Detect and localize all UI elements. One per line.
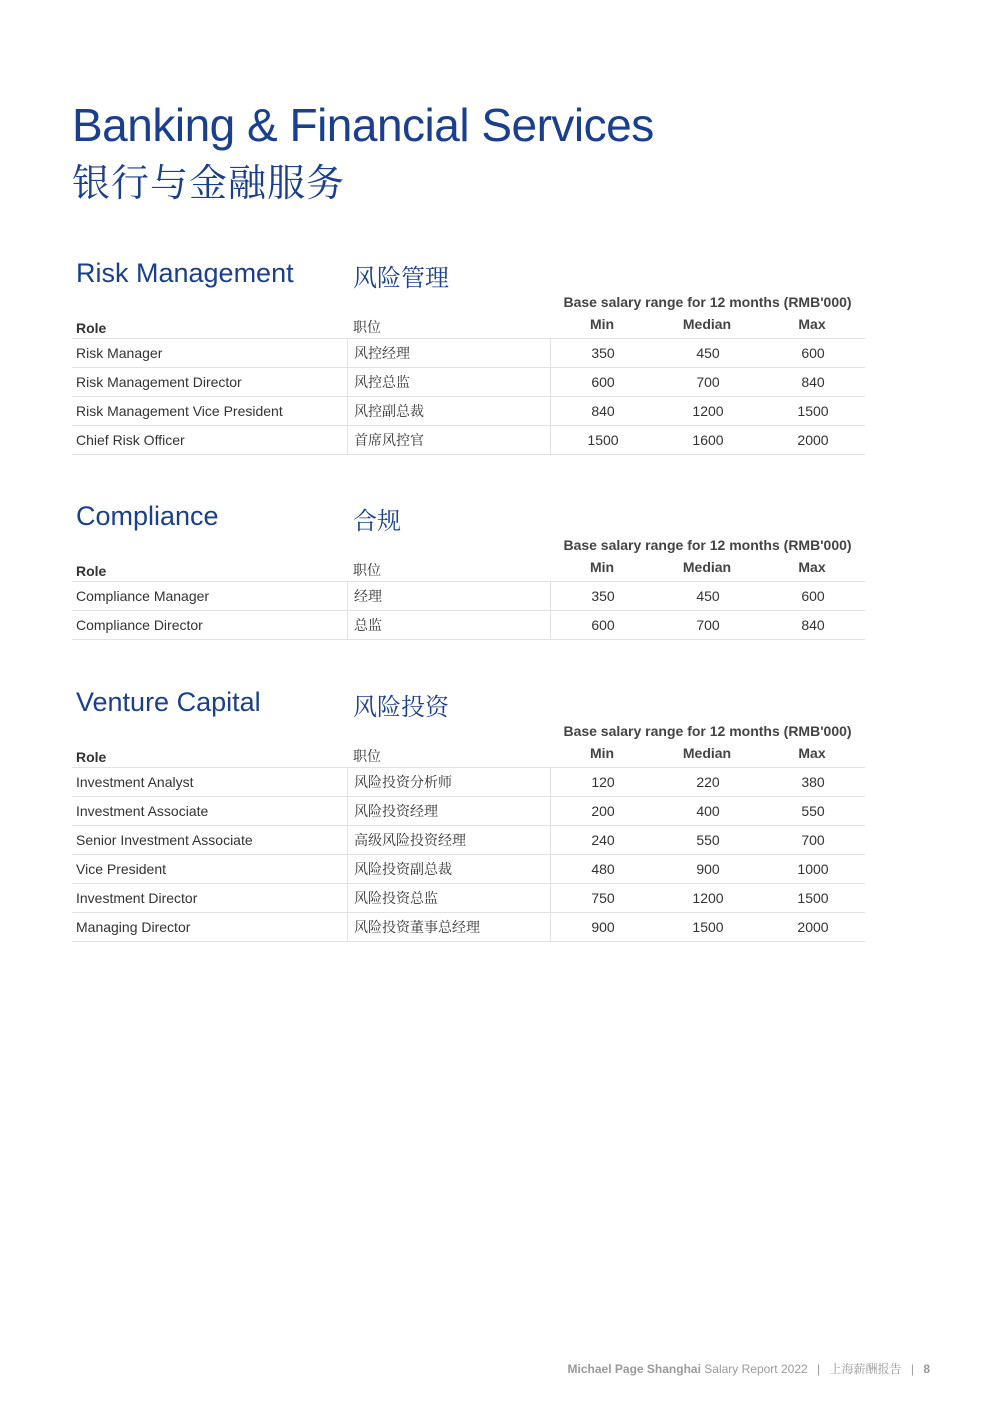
- median-salary-cell: 1600: [692, 432, 724, 448]
- column-header-min: Min: [589, 316, 615, 332]
- section-title-chinese: 风险管理: [353, 265, 449, 292]
- column-header-median: Median: [682, 745, 732, 761]
- role-cell: Managing Director: [76, 919, 191, 935]
- column-header-median: Median: [682, 316, 732, 332]
- median-salary-cell: 400: [696, 803, 720, 819]
- salary-range-label: Base salary range for 12 months (RMB'000): [563, 723, 852, 739]
- column-header-role-chinese: 职位: [353, 748, 381, 764]
- median-salary-cell: 450: [696, 588, 720, 604]
- min-salary-cell: 750: [591, 890, 615, 906]
- column-header-role-chinese: 职位: [353, 319, 381, 335]
- table-header: [72, 312, 865, 339]
- column-header-median: Median: [682, 559, 732, 575]
- role-chinese-cell: 高级风险投资经理: [347, 826, 550, 854]
- salary-section: [72, 258, 865, 455]
- role-cell: Risk Manager: [76, 345, 163, 361]
- median-salary-cell: 900: [696, 861, 720, 877]
- min-salary-cell: 480: [591, 861, 615, 877]
- min-salary-cell: 350: [591, 588, 615, 604]
- max-salary-cell: 1000: [797, 861, 829, 877]
- max-salary-cell: 2000: [797, 432, 829, 448]
- column-header-role-chinese: 职位: [353, 562, 381, 578]
- table-header: [72, 741, 865, 768]
- section-title: Risk Management: [76, 258, 294, 288]
- median-salary-cell: 700: [696, 617, 720, 633]
- role-cell: Risk Management Director: [76, 374, 242, 390]
- section-header: [72, 687, 865, 739]
- table-header: [72, 555, 865, 582]
- table-row: [72, 426, 865, 455]
- section-title-chinese: 合规: [353, 508, 401, 535]
- table-row: [72, 397, 865, 426]
- max-salary-cell: 2000: [797, 919, 829, 935]
- max-salary-cell: 1500: [797, 403, 829, 419]
- footer-separator: |: [910, 1362, 914, 1376]
- salary-values: [550, 884, 866, 912]
- role-chinese-cell: 风险投资董事总经理: [347, 913, 550, 941]
- max-salary-cell: 1500: [797, 890, 829, 906]
- role-cell: Compliance Director: [76, 617, 203, 633]
- salary-values: [550, 855, 866, 883]
- role-cell: Compliance Manager: [76, 588, 210, 604]
- role-chinese-cell: 风险投资副总裁: [347, 855, 550, 883]
- salary-section: [72, 501, 865, 640]
- role-cell: Risk Management Vice President: [76, 403, 283, 419]
- role-cell: Investment Director: [76, 890, 198, 906]
- section-title: Venture Capital: [76, 687, 261, 717]
- salary-values: [550, 826, 866, 854]
- column-header-max: Max: [798, 745, 826, 761]
- section-header: [72, 258, 865, 310]
- page-number: 8: [923, 1362, 930, 1376]
- role-chinese-cell: 风控副总裁: [347, 397, 550, 425]
- column-header-role: Role: [76, 749, 107, 765]
- role-cell: Chief Risk Officer: [76, 432, 185, 448]
- salary-values: [550, 426, 866, 454]
- min-salary-cell: 600: [591, 374, 615, 390]
- min-salary-cell: 350: [591, 345, 615, 361]
- role-cell: Vice President: [76, 861, 167, 877]
- salary-values: [550, 368, 866, 396]
- role-chinese-cell: 风险投资经理: [347, 797, 550, 825]
- column-header-min: Min: [589, 559, 615, 575]
- footer-report: Salary Report 2022: [704, 1362, 808, 1376]
- table-row: [72, 611, 865, 640]
- table-row: [72, 339, 865, 368]
- salary-range-label: Base salary range for 12 months (RMB'000): [563, 294, 852, 310]
- footer-brand: Michael Page Shanghai: [567, 1362, 701, 1376]
- column-header-min: Min: [589, 745, 615, 761]
- min-salary-cell: 900: [591, 919, 615, 935]
- table-row: [72, 582, 865, 611]
- min-salary-cell: 600: [591, 617, 615, 633]
- salary-values: [550, 397, 866, 425]
- salary-values: [550, 797, 866, 825]
- table-row: [72, 826, 865, 855]
- role-chinese-cell: 经理: [347, 582, 550, 610]
- salary-values: [550, 611, 866, 639]
- salary-values: [550, 768, 866, 796]
- role-chinese-cell: 风控总监: [347, 368, 550, 396]
- salary-values: [550, 339, 866, 367]
- table-row: [72, 768, 865, 797]
- median-salary-cell: 1500: [692, 919, 724, 935]
- salary-section: [72, 687, 865, 942]
- section-header: [72, 501, 865, 553]
- min-salary-cell: 240: [591, 832, 615, 848]
- salary-values: [550, 582, 866, 610]
- column-header-max: Max: [798, 559, 826, 575]
- role-cell: Investment Analyst: [76, 774, 194, 790]
- min-salary-cell: 840: [591, 403, 615, 419]
- section-title: Compliance: [76, 501, 219, 531]
- column-header-role: Role: [76, 563, 107, 579]
- median-salary-cell: 450: [696, 345, 720, 361]
- footer-separator: |: [817, 1362, 821, 1376]
- median-salary-cell: 220: [696, 774, 720, 790]
- max-salary-cell: 840: [801, 617, 825, 633]
- role-cell: Investment Associate: [76, 803, 209, 819]
- max-salary-cell: 380: [801, 774, 825, 790]
- median-salary-cell: 1200: [692, 890, 724, 906]
- max-salary-cell: 840: [801, 374, 825, 390]
- table-row: [72, 368, 865, 397]
- role-chinese-cell: 风险投资分析师: [347, 768, 550, 796]
- min-salary-cell: 200: [591, 803, 615, 819]
- footer-report-chinese: 上海薪酬报告: [829, 1362, 902, 1376]
- median-salary-cell: 550: [696, 832, 720, 848]
- column-header-role: Role: [76, 320, 107, 336]
- min-salary-cell: 1500: [587, 432, 619, 448]
- column-header-max: Max: [798, 316, 826, 332]
- role-cell: Senior Investment Associate: [76, 832, 253, 848]
- median-salary-cell: 1200: [692, 403, 724, 419]
- table-row: [72, 797, 865, 826]
- role-chinese-cell: 总监: [347, 611, 550, 639]
- max-salary-cell: 600: [801, 588, 825, 604]
- table-row: [72, 884, 865, 913]
- max-salary-cell: 550: [801, 803, 825, 819]
- max-salary-cell: 600: [801, 345, 825, 361]
- section-title-chinese: 风险投资: [353, 694, 449, 721]
- table-row: [72, 913, 865, 942]
- role-chinese-cell: 风控经理: [347, 339, 550, 367]
- role-chinese-cell: 风险投资总监: [347, 884, 550, 912]
- page-footer: [568, 1360, 930, 1377]
- median-salary-cell: 700: [696, 374, 720, 390]
- salary-values: [550, 913, 866, 941]
- page-title-chinese: 银行与金融服务: [72, 163, 346, 205]
- min-salary-cell: 120: [591, 774, 615, 790]
- page-title: Banking & Financial Services: [72, 99, 654, 151]
- max-salary-cell: 700: [801, 832, 825, 848]
- table-row: [72, 855, 865, 884]
- role-chinese-cell: 首席风控官: [347, 426, 550, 454]
- salary-range-label: Base salary range for 12 months (RMB'000): [563, 537, 852, 553]
